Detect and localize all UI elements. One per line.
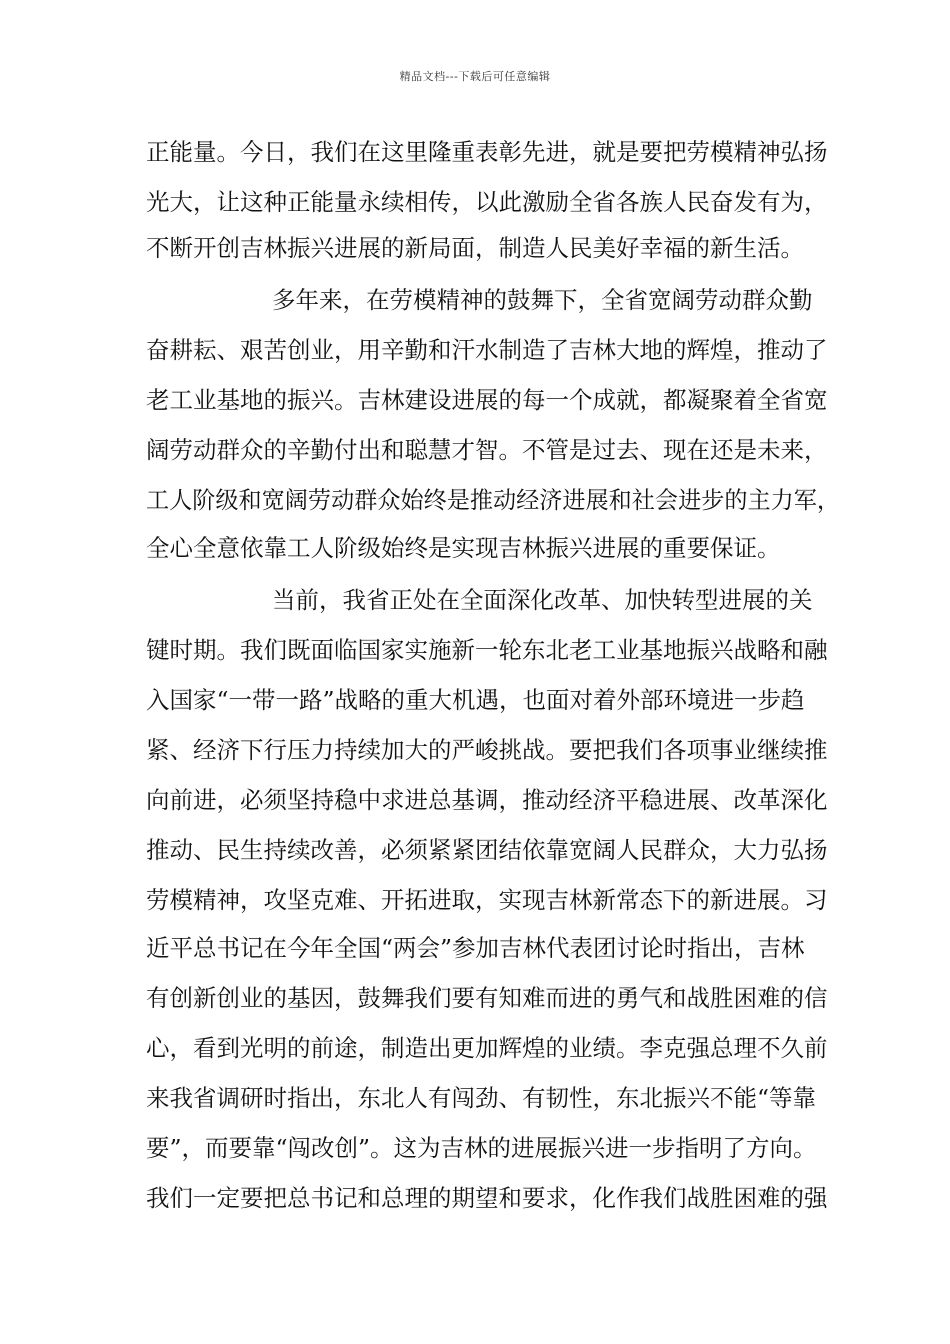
text-line: 不断开创吉林振兴进展的新局面，制造人民美好幸福的新生活。 <box>146 234 804 262</box>
text-line: 来我省调研时指出，东北人有闯劲、有韧性，东北振兴不能“等靠 <box>146 1084 817 1112</box>
text-line: 近平总书记在今年全国“两会”参加吉林代表团讨论时指出，吉林 <box>146 934 805 962</box>
text-line: 奋耕耘、艰苦创业，用辛勤和汗水制造了吉林大地的辉煌，推动了 <box>146 336 828 364</box>
text-line: 正能量。今日，我们在这里隆重表彰先进，就是要把劳模精神弘扬 <box>146 138 828 166</box>
text-line: 工人阶级和宽阔劳动群众始终是推动经济进展和社会进步的主力军， <box>146 486 841 514</box>
text-line: 键时期。我们既面临国家实施新一轮东北老工业基地振兴战略和融 <box>146 636 828 664</box>
text-line: 心，看到光明的前途，制造出更加辉煌的业绩。李克强总理不久前 <box>146 1034 828 1062</box>
text-line: 有创新创业的基因，鼓舞我们要有知难而进的勇气和战胜困难的信 <box>146 984 828 1012</box>
text-line: 我们一定要把总书记和总理的期望和要求，化作我们战胜困难的强 <box>146 1184 828 1212</box>
text-line: 老工业基地的振兴。吉林建设进展的每一个成就，都凝聚着全省宽 <box>146 386 828 414</box>
text-line: 向前进，必须坚持稳中求进总基调，推动经济平稳进展、改革深化 <box>146 786 828 814</box>
text-line: 入国家“一带一路”战略的重大机遇，也面对着外部环境进一步趋 <box>146 686 805 714</box>
text-line: 当前，我省正处在全面深化改革、加快转型进展的关 <box>272 586 813 614</box>
text-line: 多年来，在劳模精神的鼓舞下，全省宽阔劳动群众勤 <box>272 286 813 314</box>
text-line: 光大，让这种正能量永续相传，以此激励全省各族人民奋发有为， <box>146 188 828 216</box>
page-header: 精品文档---下载后可任意编辑 <box>399 70 551 83</box>
text-line: 要”，而要靠“闯改创”。这为吉林的进展振兴进一步指明了方向。 <box>146 1134 817 1162</box>
text-line: 推动、民生持续改善，必须紧紧团结依靠宽阔人民群众，大力弘扬 <box>146 836 828 864</box>
text-line: 全心全意依靠工人阶级始终是实现吉林振兴进展的重要保证。 <box>146 534 781 562</box>
text-line: 紧、经济下行压力持续加大的严峻挑战。要把我们各项事业继续推 <box>146 736 828 764</box>
text-line: 劳模精神，攻坚克难、开拓进取，实现吉林新常态下的新进展。习 <box>146 886 828 914</box>
text-line: 阔劳动群众的辛勤付出和聪慧才智。不管是过去、现在还是未来， <box>146 436 828 464</box>
